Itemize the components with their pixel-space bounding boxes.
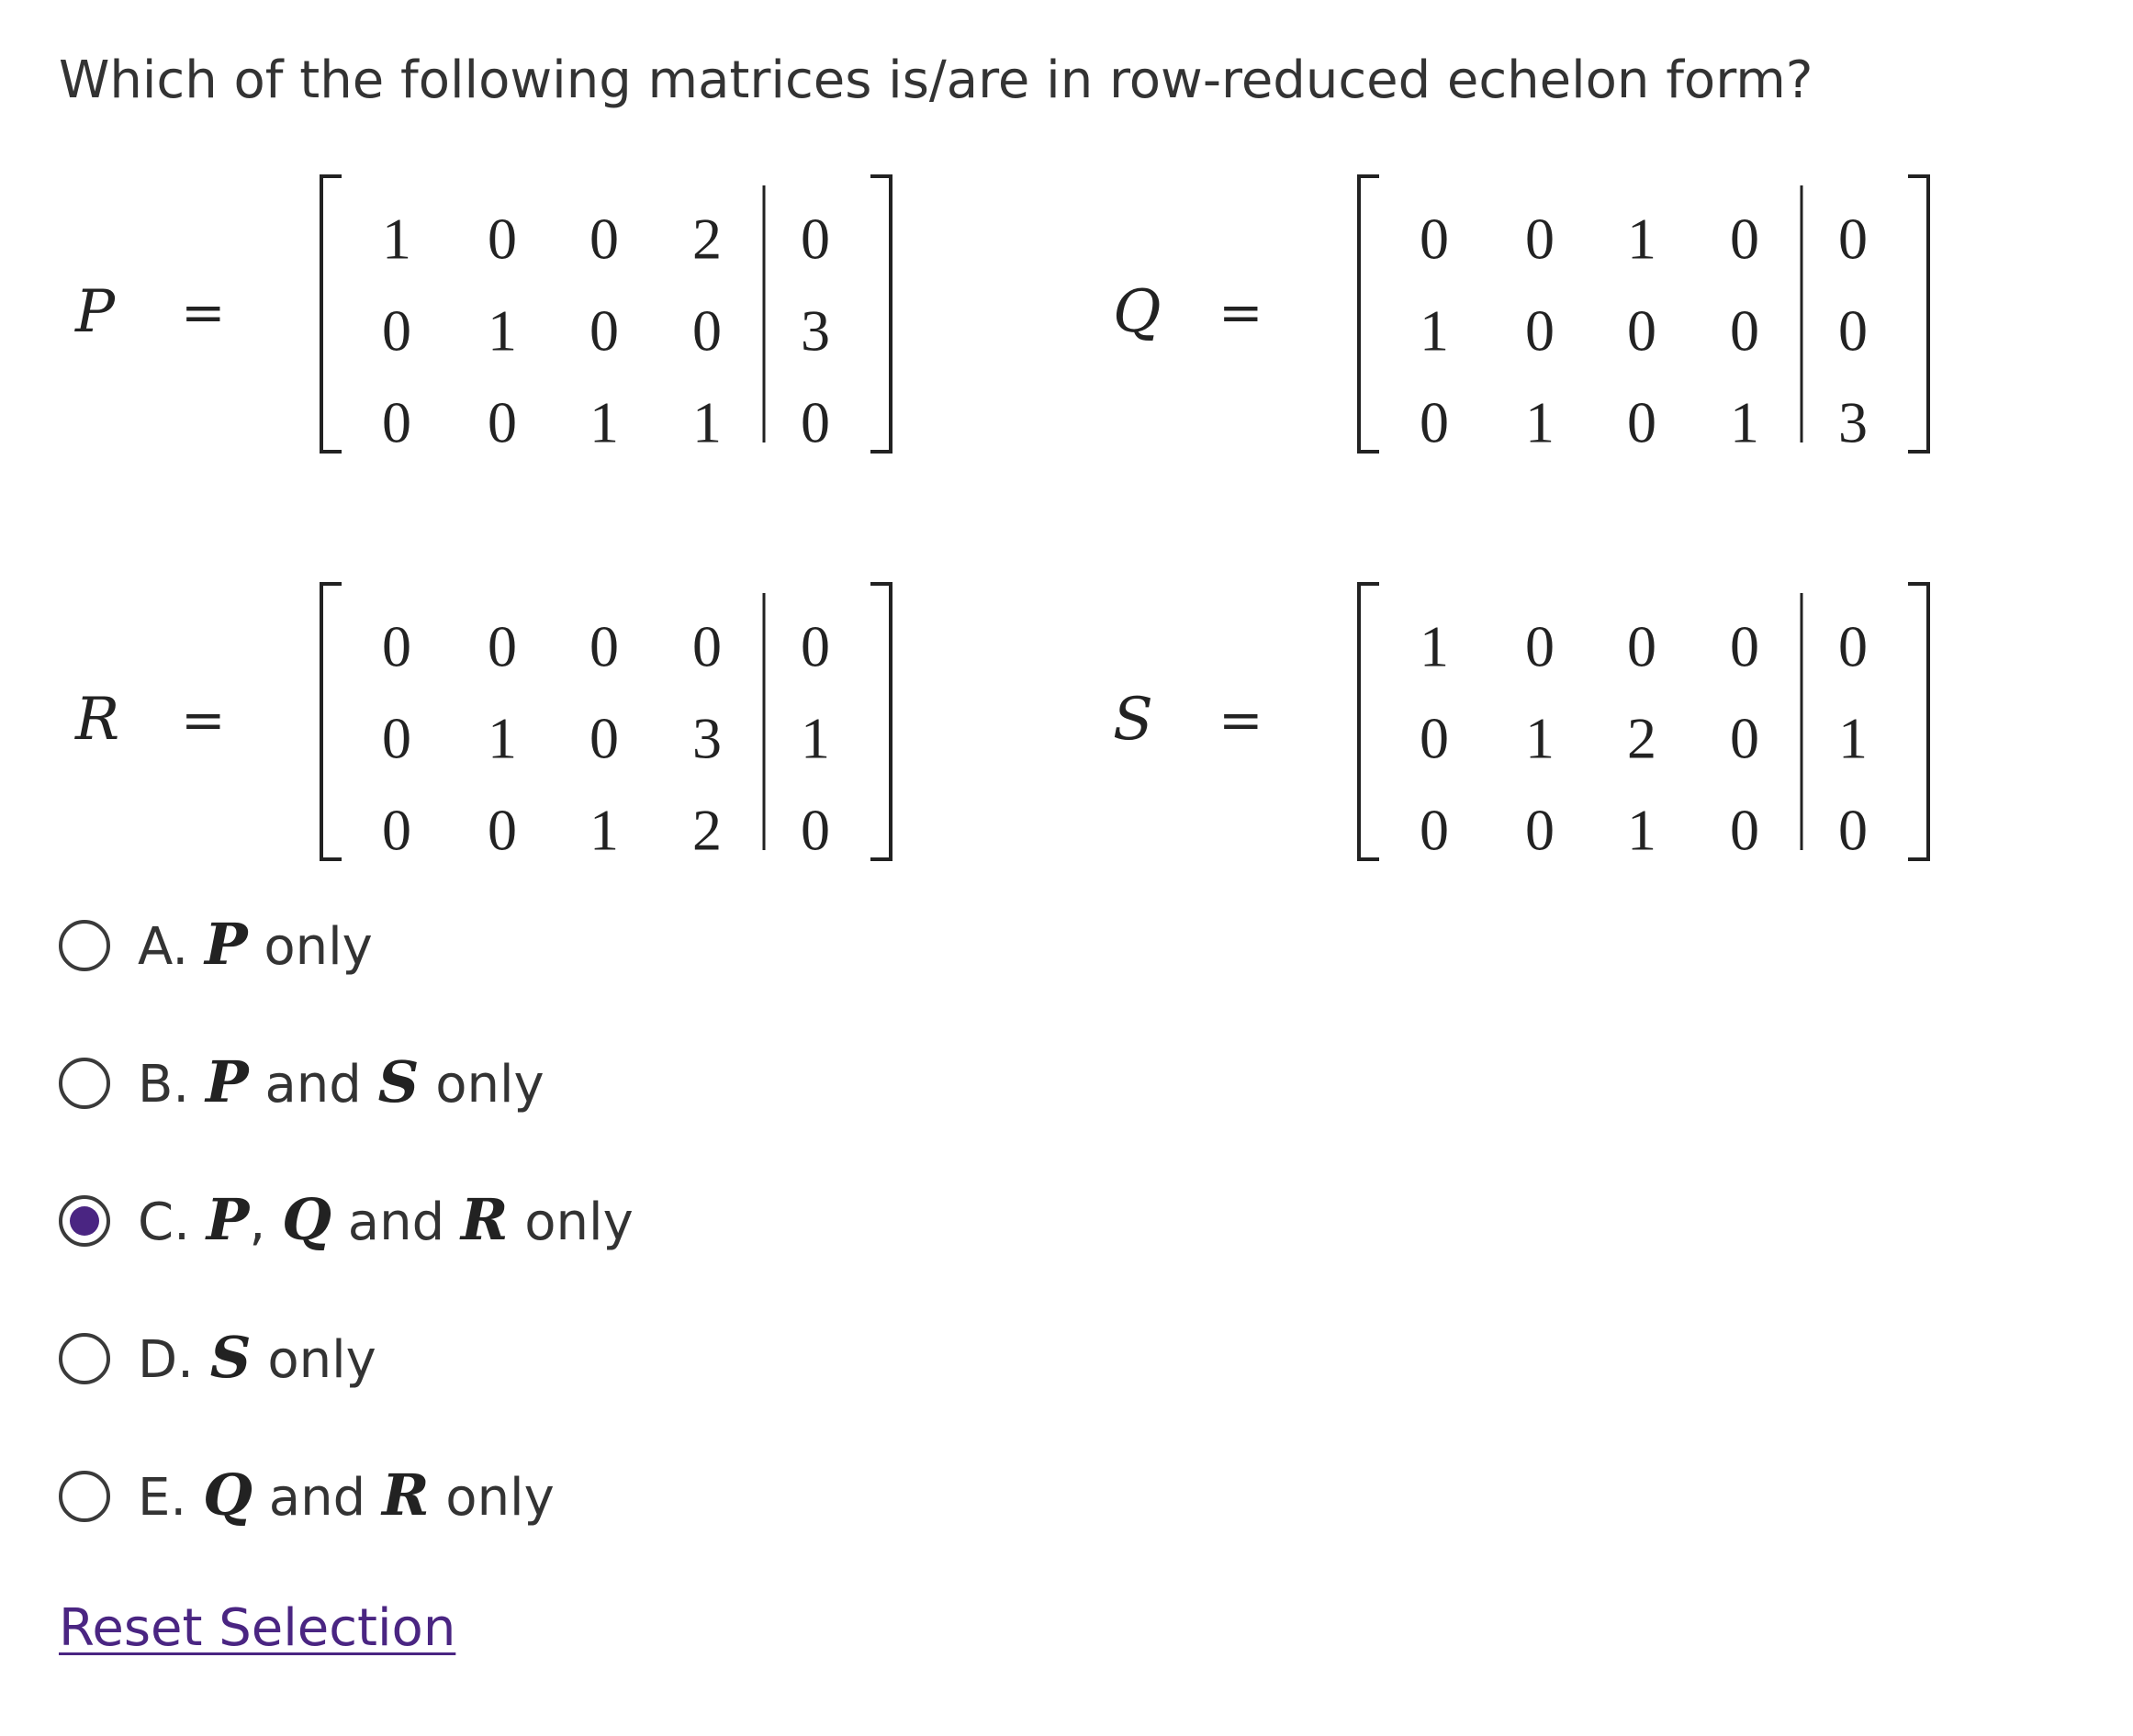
matrix-variable: S (209, 1323, 252, 1391)
choice-text: only (429, 1467, 555, 1528)
matrix-variable: R (460, 1185, 509, 1253)
matrix-cell: 0 (589, 206, 619, 272)
radio-button[interactable] (59, 1195, 110, 1247)
matrix-cell: 1 (1627, 206, 1656, 272)
matrix-cell: 1 (1420, 297, 1449, 364)
matrix-cell: 0 (589, 705, 619, 771)
choice-label (138, 912, 373, 980)
matrix-cell: 1 (1525, 705, 1555, 771)
matrix-s (1113, 573, 2031, 867)
matrix-cell: 0 (1730, 206, 1759, 272)
matrix-cell: 1 (1627, 797, 1656, 863)
choice-d[interactable] (59, 1322, 885, 1395)
matrix-cell: 0 (589, 297, 619, 364)
matrix-cell: 1 (382, 206, 411, 272)
matrix-cell: 0 (1627, 389, 1656, 455)
choice-label (138, 1462, 555, 1531)
choice-c[interactable] (59, 1184, 885, 1258)
matrix-cell: 1 (1838, 705, 1868, 771)
matrix-variable: R (381, 1461, 430, 1529)
matrix-body (75, 165, 994, 459)
equals-sign: = (181, 281, 226, 343)
matrix-cell: 0 (1420, 705, 1449, 771)
matrix-cell: 0 (1420, 206, 1449, 272)
choice-text: and (253, 1467, 382, 1528)
matrix-cell: 0 (1525, 797, 1555, 863)
choice-text: , (249, 1192, 282, 1252)
matrix-cell: 1 (589, 797, 619, 863)
matrix-name: R (75, 686, 120, 754)
matrix-p (75, 165, 994, 459)
matrix-cell: 0 (1627, 297, 1656, 364)
matrix-cell: 0 (488, 206, 517, 272)
equals-sign: = (1218, 689, 1263, 751)
choice-text: only (508, 1192, 634, 1252)
matrix-cell: 2 (692, 206, 722, 272)
matrix-cell: 0 (801, 389, 830, 455)
matrix-variable: Q (281, 1185, 331, 1253)
matrix-name: P (75, 278, 116, 346)
matrix-cell: 0 (1730, 705, 1759, 771)
matrix-cell: 3 (692, 705, 722, 771)
matrix-body (1113, 165, 2031, 459)
right-bracket (870, 176, 891, 452)
matrix-cell: 1 (692, 389, 722, 455)
matrix-q (1113, 165, 2031, 459)
matrix-cell: 0 (1730, 797, 1759, 863)
right-bracket (1908, 176, 1928, 452)
radio-button[interactable] (59, 1058, 110, 1109)
matrix-cell: 0 (589, 613, 619, 679)
matrix-variable: Q (202, 1461, 253, 1529)
choice-text: only (247, 916, 373, 977)
left-bracket (321, 176, 342, 452)
choice-label (138, 1049, 544, 1118)
matrix-cell: 0 (1525, 613, 1555, 679)
matrix-name: Q (1113, 278, 1162, 346)
reset-selection-link[interactable]: Reset Selection (59, 1598, 456, 1658)
matrix-cell: 0 (488, 389, 517, 455)
choice-label (138, 1187, 634, 1256)
matrix-variable: S (377, 1047, 420, 1115)
choice-letter: D. (138, 1329, 210, 1390)
question-text: Which of the following matrices is/are in row-reduced echelon form? (59, 50, 1813, 110)
left-bracket (1359, 176, 1379, 452)
matrix-variable: P (206, 1047, 249, 1115)
choice-e[interactable] (59, 1460, 885, 1533)
matrix-cell: 1 (488, 705, 517, 771)
matrix-name: S (1113, 686, 1153, 754)
matrix-cell: 0 (1838, 297, 1868, 364)
choice-letter: A. (138, 916, 205, 977)
matrix-cell: 0 (1420, 389, 1449, 455)
matrix-cell: 0 (1730, 613, 1759, 679)
choice-letter: C. (138, 1192, 207, 1252)
matrix-body (1113, 573, 2031, 867)
matrix-cell: 2 (1627, 705, 1656, 771)
matrix-body (75, 573, 994, 867)
matrix-cell: 0 (488, 797, 517, 863)
matrix-cell: 0 (692, 613, 722, 679)
choice-b[interactable] (59, 1047, 885, 1120)
matrix-cell: 0 (1525, 297, 1555, 364)
radio-button[interactable] (59, 920, 110, 971)
matrix-cell: 0 (1838, 797, 1868, 863)
right-bracket (1908, 584, 1928, 859)
matrix-cell: 0 (801, 797, 830, 863)
choice-text: only (419, 1054, 544, 1114)
matrix-cell: 0 (488, 613, 517, 679)
matrix-cell: 0 (692, 297, 722, 364)
matrix-cell: 1 (1525, 389, 1555, 455)
matrix-cell: 1 (801, 705, 830, 771)
radio-button[interactable] (59, 1471, 110, 1522)
left-bracket (1359, 584, 1379, 859)
matrix-cell: 0 (382, 389, 411, 455)
radio-button[interactable] (59, 1333, 110, 1384)
matrix-cell: 0 (801, 206, 830, 272)
choice-letter: E. (138, 1467, 203, 1528)
matrix-variable: P (206, 1185, 250, 1253)
matrix-cell: 0 (382, 297, 411, 364)
choice-a[interactable] (59, 909, 885, 982)
left-bracket (321, 584, 342, 859)
equals-sign: = (1218, 281, 1263, 343)
matrix-cell: 1 (488, 297, 517, 364)
matrix-cell: 0 (1838, 206, 1868, 272)
matrix-cell: 0 (382, 797, 411, 863)
matrix-cell: 3 (801, 297, 830, 364)
equals-sign: = (181, 689, 226, 751)
matrix-cell: 0 (1420, 797, 1449, 863)
matrix-cell: 0 (1838, 613, 1868, 679)
matrix-cell: 0 (801, 613, 830, 679)
matrix-variable: P (204, 910, 248, 978)
matrix-cell: 1 (589, 389, 619, 455)
choice-letter: B. (138, 1054, 207, 1114)
matrix-cell: 1 (1420, 613, 1449, 679)
choice-label (138, 1325, 376, 1394)
matrix-cell: 2 (692, 797, 722, 863)
choice-text: only (251, 1329, 376, 1390)
matrix-r (75, 573, 994, 867)
matrix-cell: 0 (1525, 206, 1555, 272)
matrix-cell: 0 (1730, 297, 1759, 364)
matrix-cell: 1 (1730, 389, 1759, 455)
right-bracket (870, 584, 891, 859)
choice-text: and (248, 1054, 378, 1114)
choice-text: and (331, 1192, 461, 1252)
matrix-cell: 0 (382, 613, 411, 679)
matrix-cell: 3 (1838, 389, 1868, 455)
matrix-cell: 0 (1627, 613, 1656, 679)
matrix-cell: 0 (382, 705, 411, 771)
